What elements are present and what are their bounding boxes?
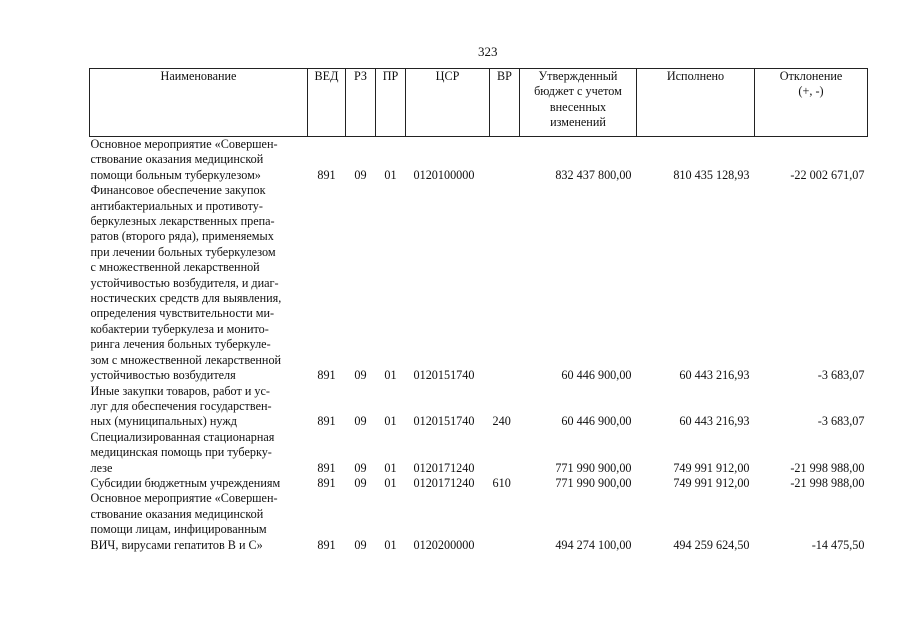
cell-approved: 494 274 100,00 xyxy=(555,537,632,552)
budget-execution-table xyxy=(89,68,868,553)
page-number: 323 xyxy=(478,44,498,59)
header-approved-line: бюджет с учетом xyxy=(534,84,622,99)
cell-executed: 60 443 216,93 xyxy=(679,368,750,383)
cell-deviation: -14 475,50 xyxy=(811,537,865,552)
header-approved-line: внесенных xyxy=(549,99,607,114)
cell-pr: 01 xyxy=(384,475,397,490)
cell-deviation: -21 998 988,00 xyxy=(790,460,865,475)
cell-approved: 771 990 900,00 xyxy=(555,475,632,490)
name-line: Основное мероприятие «Совершен- xyxy=(90,491,278,506)
cell-name xyxy=(90,476,308,491)
cell-pr: 01 xyxy=(384,167,397,182)
cell-deviation: -3 683,07 xyxy=(817,368,865,383)
cell-csr: 0120200000 xyxy=(413,537,475,552)
cell-rz: 09 xyxy=(354,537,367,552)
cell-csr: 0120171240 xyxy=(413,460,475,475)
name-line: помощи лицам, инфицированным xyxy=(90,522,267,537)
table-body xyxy=(90,137,868,553)
cell-rz: 09 xyxy=(354,368,367,383)
cell-rz: 09 xyxy=(354,414,367,429)
header-deviation-line: Отклонение xyxy=(779,69,843,83)
cell-vr: 610 xyxy=(492,475,511,490)
cell-ved: 891 xyxy=(317,368,336,383)
header-approved-line: изменений xyxy=(550,115,606,130)
name-line: Специализированная стационарная xyxy=(90,429,275,444)
cell-deviation: -21 998 988,00 xyxy=(790,475,865,490)
cell-ved: 891 xyxy=(317,475,336,490)
name-line: ринга лечения больных туберкуле- xyxy=(90,337,271,352)
name-line: ствование оказания медицинской xyxy=(90,506,264,521)
header-vr: ВР xyxy=(490,69,520,137)
name-line: зом с множественной лекарственной xyxy=(90,352,282,367)
name-line: беркулезных лекарственных препа- xyxy=(90,214,275,229)
cell-deviation: -22 002 671,07 xyxy=(790,167,865,182)
cell-csr: 0120171240 xyxy=(413,475,475,490)
name-line: антибактериальных и противоту- xyxy=(90,198,263,213)
cell-approved: 60 446 900,00 xyxy=(561,368,632,383)
cell-executed: 494 259 624,50 xyxy=(673,537,750,552)
name-line: Субсидии бюджетным учреждениям xyxy=(90,475,281,490)
name-line: ствование оказания медицинской xyxy=(90,152,264,167)
table-row xyxy=(90,183,868,383)
header-csr: ЦСР xyxy=(406,69,490,137)
name-line: кобактерии туберкулеза и монито- xyxy=(90,321,269,336)
cell-csr: 0120151740 xyxy=(413,414,475,429)
cell-pr: 01 xyxy=(384,368,397,383)
cell-name xyxy=(90,491,308,553)
name-line: ратов (второго ряда), применяемых xyxy=(90,229,274,244)
cell-rz: 09 xyxy=(354,475,367,490)
table-row xyxy=(90,476,868,491)
cell-vr xyxy=(490,183,520,383)
name-line: устойчивостью возбудителя, и диаг- xyxy=(90,275,279,290)
name-line: с множественной лекарственной xyxy=(90,260,260,275)
table-header-row xyxy=(90,69,868,137)
name-line: Финансовое обеспечение закупок xyxy=(90,183,266,198)
name-line: помощи больным туберкулезом» xyxy=(90,167,261,182)
cell-name xyxy=(90,137,308,184)
cell-ved: 891 xyxy=(317,537,336,552)
table-row xyxy=(90,137,868,184)
cell-executed: 810 435 128,93 xyxy=(673,167,750,182)
name-line: луг для обеспечения государствен- xyxy=(90,398,272,413)
cell-rz: 09 xyxy=(354,460,367,475)
header-pr: ПР xyxy=(376,69,406,137)
name-line: медицинская помощь при туберку- xyxy=(90,445,272,460)
cell-name xyxy=(90,183,308,383)
cell-vr xyxy=(490,430,520,476)
cell-csr: 0120151740 xyxy=(413,368,475,383)
cell-ved: 891 xyxy=(317,414,336,429)
header-approved-budget xyxy=(520,69,637,137)
cell-vr xyxy=(490,137,520,184)
name-line: лезе xyxy=(90,460,113,475)
cell-executed: 749 991 912,00 xyxy=(673,460,750,475)
cell-ved: 891 xyxy=(317,460,336,475)
name-line: ВИЧ, вирусами гепатитов В и С» xyxy=(90,537,263,552)
table-row xyxy=(90,384,868,430)
cell-ved: 891 xyxy=(317,167,336,182)
cell-pr: 01 xyxy=(384,537,397,552)
name-line: определения чувствительности ми- xyxy=(90,306,275,321)
cell-executed: 60 443 216,93 xyxy=(679,414,750,429)
name-line: при лечении больных туберкулезом xyxy=(90,244,276,259)
header-name: Наименование xyxy=(90,69,308,137)
name-line: ностических средств для выявления, xyxy=(90,291,282,306)
table-row xyxy=(90,491,868,553)
cell-csr: 0120100000 xyxy=(413,167,475,182)
cell-vr xyxy=(490,491,520,553)
cell-approved: 771 990 900,00 xyxy=(555,460,632,475)
cell-pr: 01 xyxy=(384,414,397,429)
cell-executed: 749 991 912,00 xyxy=(673,475,750,490)
header-deviation-line: (+, -) xyxy=(798,84,824,99)
header-rz: РЗ xyxy=(346,69,376,137)
name-line: устойчивостью возбудителя xyxy=(90,368,236,383)
name-line: Основное мероприятие «Совершен- xyxy=(90,137,278,151)
name-line: Иные закупки товаров, работ и ус- xyxy=(90,383,270,398)
cell-pr: 01 xyxy=(384,460,397,475)
header-ved: ВЕД xyxy=(308,69,346,137)
name-line: ных (муниципальных) нужд xyxy=(90,414,237,429)
cell-vr: 240 xyxy=(492,414,511,429)
cell-approved: 60 446 900,00 xyxy=(561,414,632,429)
table-row xyxy=(90,430,868,476)
header-approved-line: Утвержденный xyxy=(538,69,618,83)
cell-name xyxy=(90,384,308,430)
cell-rz: 09 xyxy=(354,167,367,182)
header-executed: Исполнено xyxy=(637,69,755,137)
cell-approved: 832 437 800,00 xyxy=(555,167,632,182)
cell-deviation: -3 683,07 xyxy=(817,414,865,429)
header-deviation xyxy=(755,69,868,137)
cell-name xyxy=(90,430,308,476)
